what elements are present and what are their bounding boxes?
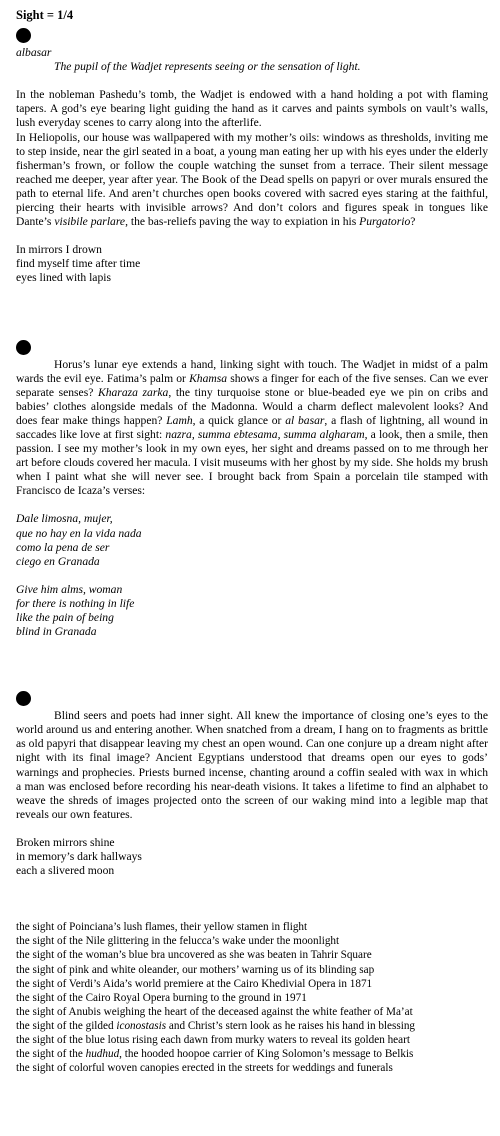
section-bullet-icon	[16, 340, 31, 355]
verse-line: como la pena de ser	[16, 540, 110, 554]
verse-line: for there is nothing in life	[16, 596, 135, 610]
verse-line: Give him alms, woman	[16, 582, 123, 596]
verse-line: Dale limosna, mujer,	[16, 512, 113, 526]
haiku-line: Broken mirrors shine	[16, 835, 115, 849]
haiku-line: find myself time after time	[16, 257, 141, 271]
spanish-verse	[16, 512, 488, 568]
sight-line: the sight of the Cairo Royal Opera burning to the ground in 1971	[16, 991, 307, 1004]
paragraph: Blind seers and poets had inner sight. All knew the importance of closing one’s eyes to the world around us and entering another. When snatched from a dream, I hang on to fragments as brittle as old papyri that disappear leaving my chest an open wound. Can one conjure up a dream night after night with its final image? Ancient Egyptians understood that dreams open our eyes to gods’ warnings and prophecies. Priests burned incense, chanting around a coffin sealed with wax in which a man was enclosed before recording his near-death visions. It takes a lifetime to find an alphabet to weave the shreds of images projected onto the screen of our waking mind into a legible map that reveals our own features.	[16, 709, 488, 821]
sight-line: the sight of the blue lotus rising each dawn from murky waters to reveal its golden heart	[16, 1033, 410, 1046]
haiku-line: in memory’s dark hallways	[16, 850, 142, 864]
page-title: Sight = 1/4	[16, 8, 74, 22]
sight-line: the sight of the hudhud, the hooded hoopoe carrier of King Solomon’s message to Belkis	[16, 1048, 414, 1061]
sight-line: the sight of Anubis weighing the heart of the deceased against the white feather of Ma’at	[16, 1005, 413, 1018]
sight-line: the sight of pink and white oleander, our mothers’ warning us of its blinding sap	[16, 963, 375, 976]
section-bullet-icon	[16, 28, 31, 43]
poem-page	[16, 8, 488, 1075]
section-term: albasar	[16, 46, 52, 60]
english-verse	[16, 583, 488, 639]
haiku-line: In mirrors I drown	[16, 243, 102, 257]
sight-line: the sight of the Nile glittering in the felucca’s wake under the moonlight	[16, 935, 340, 948]
sight-line: the sight of Verdi’s Aida’s world premiere at the Cairo Khedivial Opera in 1871	[16, 977, 373, 990]
sight-line: the sight of colorful woven canopies erected in the streets for weddings and funerals	[16, 1062, 393, 1075]
verse-line: que no hay en la vida nada	[16, 526, 142, 540]
sight-list	[16, 920, 488, 1075]
sight-line: the sight of Poinciana’s lush flames, their yellow stamen in flight	[16, 921, 308, 934]
section-bullet-icon	[16, 691, 31, 706]
verse-line: like the pain of being	[16, 611, 114, 624]
epigraph: The pupil of the Wadjet represents seeing or the sensation of light.	[54, 60, 361, 74]
sight-line: the sight of the gilded iconostasis and Christ’s stern look as he raises his hand in blessing	[16, 1019, 416, 1032]
verse-line: blind in Granada	[16, 625, 97, 639]
haiku	[16, 836, 488, 878]
sight-line: the sight of the woman’s blue bra uncovered as she was beaten in Tahrir Square	[16, 949, 372, 962]
haiku	[16, 243, 488, 285]
paragraph: In Heliopolis, our house was wallpapered with my mother’s oils: windows as thresholds, inviting me to step inside, near the girl seated in a boat, a young man eating her up with his eyes under the elderly fisherman’s frown, or follow the couple watching the sunset from a terrace. Their silent message reached me deeper, year after year. The Book of the Dead spells on papyri or over murals ensured the path to eternal life. And aren’t churches open books covered with sacred eyes staring at the faithful, piercing their hearts with invisible arrows? And don’t colors and figures speak in tongues like Dante’s visibile parlare, the bas-reliefs paving the way to expiation in his Purgatorio?	[16, 130, 488, 229]
verse-line: ciego en Granada	[16, 554, 100, 568]
paragraph: In the nobleman Pashedu’s tomb, the Wadjet is endowed with a hand holding a pot with flaming tapers. A god’s eye bearing light guiding the hand as it carves and paints symbols on vault’s walls, lush everyday scenes to carry along into the afterlife.	[16, 88, 488, 130]
paragraph: Horus’s lunar eye extends a hand, linking sight with touch. The Wadjet in midst of a palm wards the evil eye. Fatima’s palm or Khamsa shows a finger for each of the five senses. Can we ever separate senses? Kharaza zarka, the tiny turquoise stone or blue-beaded eye we pin on cribs and babies’ clothes alongside medals of the Madonna. Would a charm deflect malevolent looks? And does fear make things happen? Lamh, a quick glance or al basar, a flash of lightning, all wound in saccades like love at first sight: nazra, summa ebtesama, summa algharam, a look, then a smile, then passion. I see my mother’s look in my own eyes, her sight and dreams passed on to me through her art before clouds covered her macula. I visit museums with her ghost by my side. She holds my brush when I paint what she will never see. I brought back from Spain a porcelain tile stamped with Francisco de Icaza’s verses:	[16, 357, 489, 498]
haiku-line: eyes lined with lapis	[16, 271, 111, 285]
haiku-line: each a slivered moon	[16, 864, 115, 878]
